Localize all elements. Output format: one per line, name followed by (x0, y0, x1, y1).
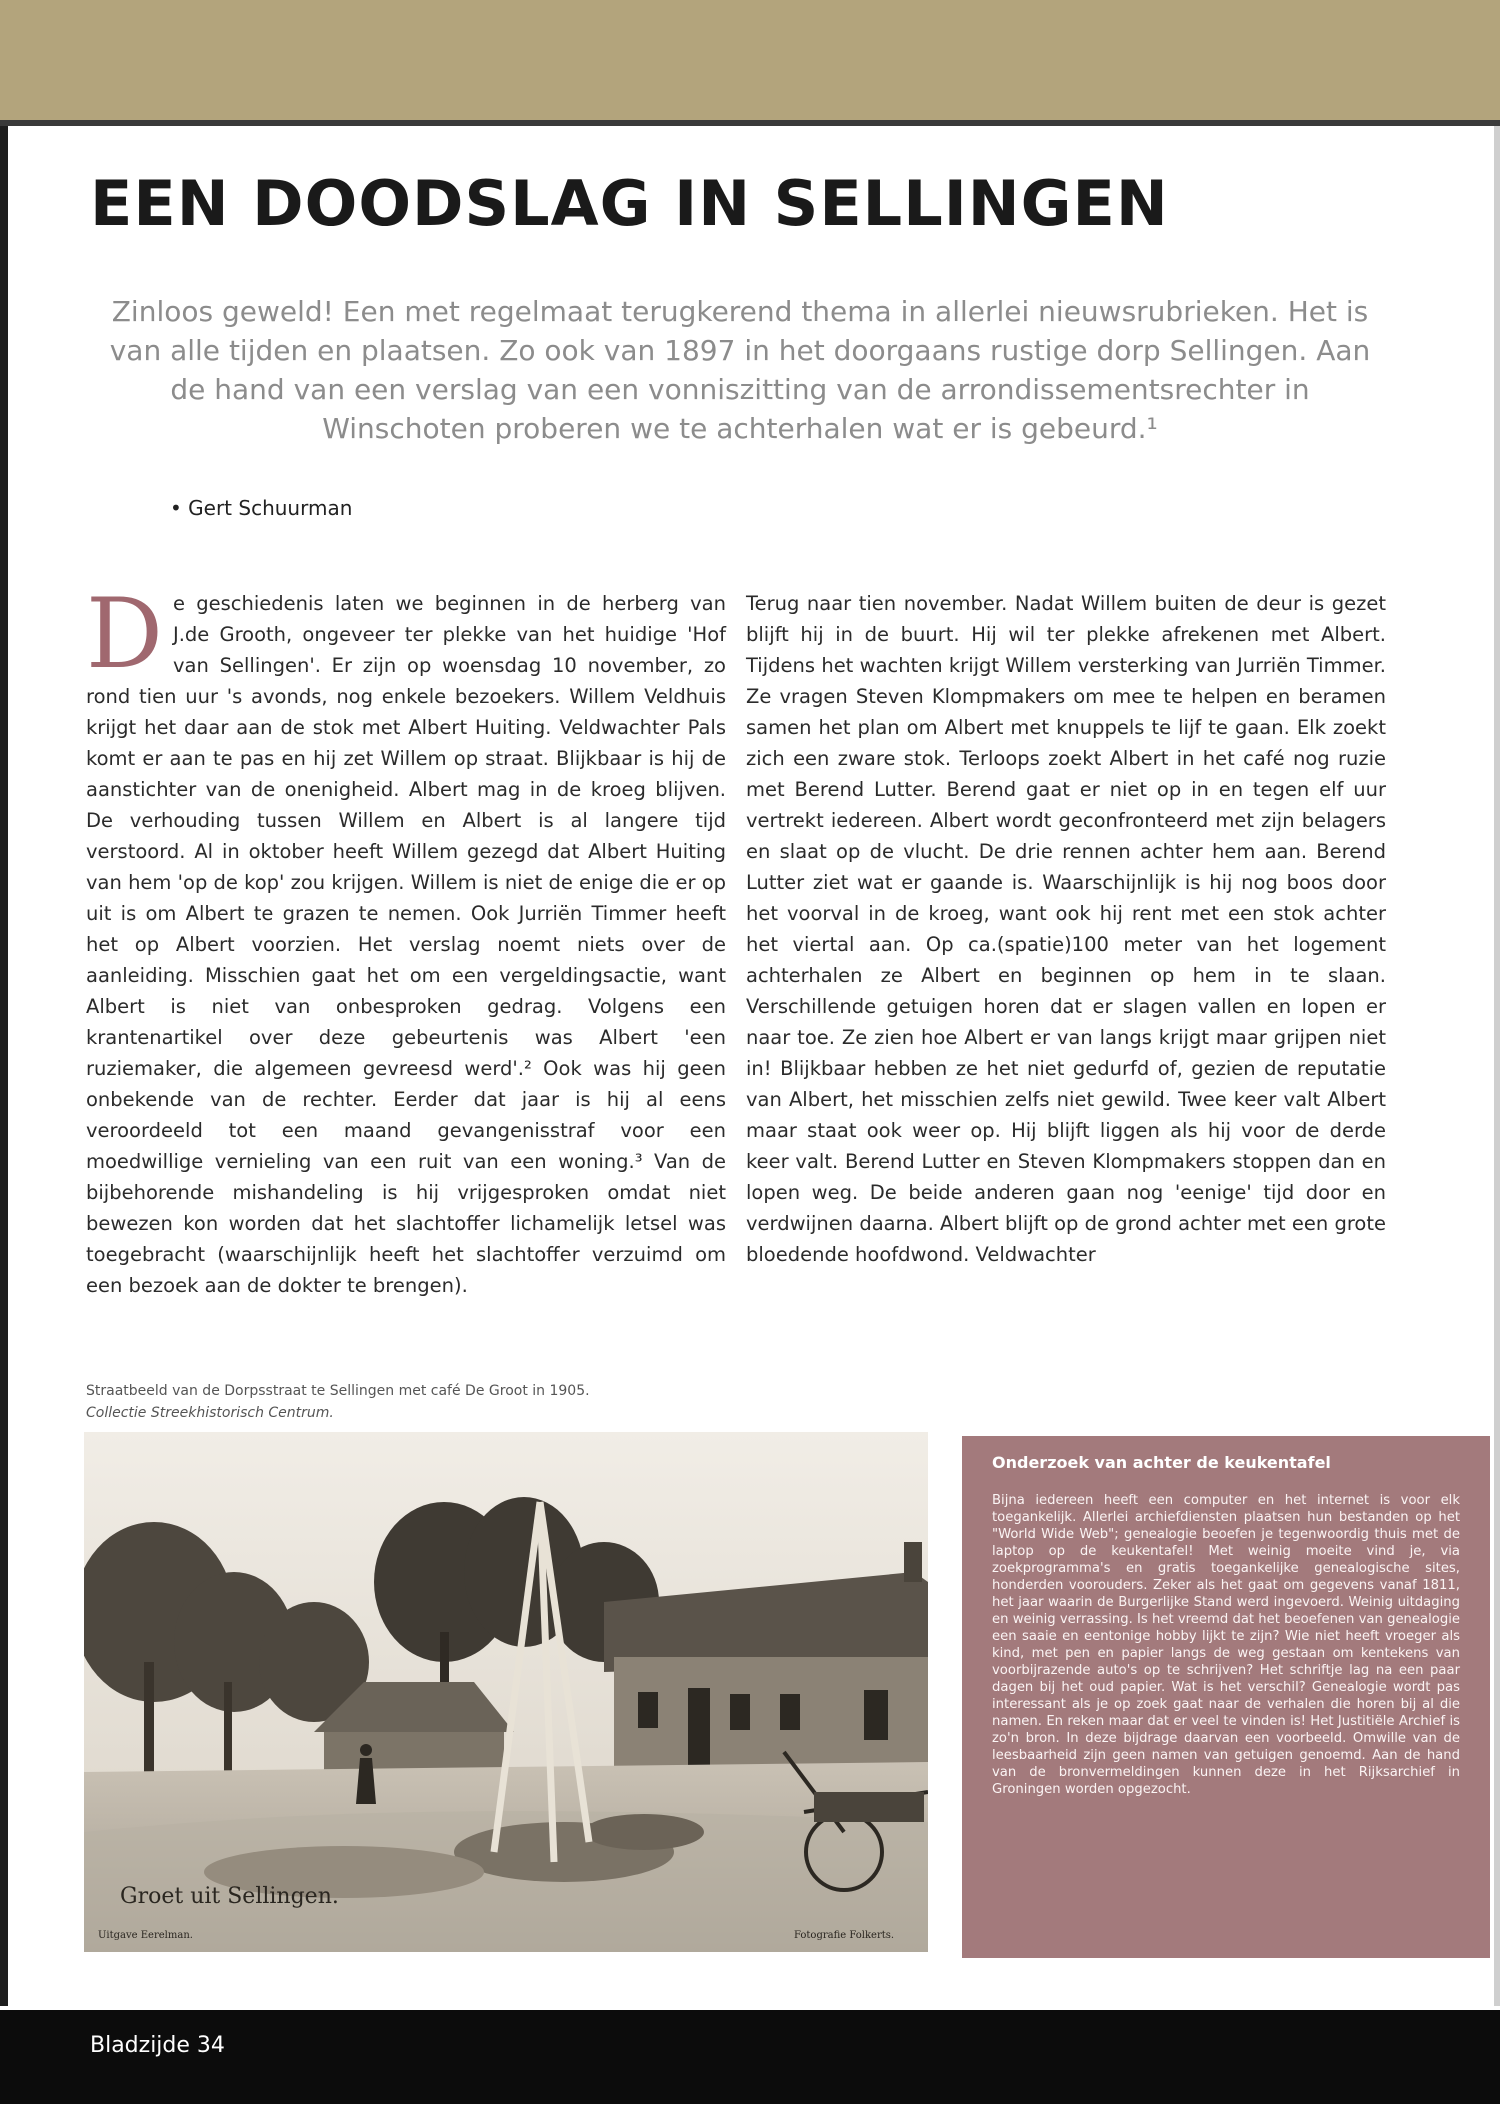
page-number: Bladzijde 34 (90, 2033, 225, 2058)
article-column-left (86, 578, 726, 1297)
photo-publisher-text: Uitgave Eerelman. (98, 1930, 193, 1941)
page-edge-left (0, 126, 8, 2006)
caption-line-2: Collectie Streekhistorisch Centrum. (86, 1405, 334, 1421)
historic-street-photo (84, 1432, 928, 1952)
article-author: • Gert Schuurman (170, 496, 353, 520)
drop-cap: D (86, 578, 163, 690)
header-band (0, 0, 1500, 120)
column-left-text: e geschiedenis laten we beginnen in de herberg van J.de Grooth, ongeveer ter plekke van het huidige 'Hof van Sellingen'. Er zijn op woensdag 10 november, zo rond tien uur 's avonds, nog enkele bezoekers. Willem Veldhuis krijgt het daar aan de stok met Albert Huiting. Veldwachter Pals komt er aan te pas en hij zet Willem op straat. Blijkbaar is hij de aanstichter van de onenigheid. Albert mag in de kroeg blijven. De verhouding tussen Willem en Albert is al langere tijd verstoord. Al in oktober heeft Willem gezegd dat Albert Huiting van hem 'op de kop' zou krijgen. Willem is niet de enige die er op uit is om Albert te grazen te nemen. Ook Jurriën Timmer heeft het op Albert voorzien. Het verslag noemt niets over de aanleiding. Misschien gaat het om een vergeldingsactie, want Albert is niet van onbesproken gedrag. Volgens een krantenartikel over deze gebeurtenis was Albert 'een ruziemaker, die algemeen gevreesd werd'.² Ook was hij geen onbekende van de rechter. Eerder dat jaar is hij al eens veroordeeld tot een maand gevangenisstraf voor een moedwillige vernieling van een ruit van een woning.³ Van de bijbehorende mishandeling is hij vrijgesproken omdat niet bewezen kon worden dat het slachtoffer lichamelijk letsel was toegebracht (waarschijnlijk heeft het slachtoffer verzuimd om een bezoek aan de dokter te brengen). (86, 592, 726, 1297)
sidebar-body: Bijna iedereen heeft een computer en het internet is voor elk toegankelijk. Allerlei archiefdiensten plaatsen hun bestanden op het "World Wide Web"; genealogie beoefen je tegenwoordig thuis met de laptop op de keukentafel! Met weinig moeite vind je, via zoekprogramma's en gratis toegankelijke genealogische sites, honderden voorouders. Zeker als het gaat om gegevens vanaf 1811, het jaar waarin de Burgerlijke Stand werd ingevoerd. Weinig uitdaging en weinig verrassing. Is het vreemd dat het beoefenen van genealogie een saaie en eentonige hobby lijkt te zijn? Wie niet heeft vroeger als kind, met pen en papier langs de weg gestaan om kentekens van voorbijrazende auto's op te schrijven? Het schriftje lag na een paar dagen bij het oud papier. Wat is het verschil? Genealogie wordt pas interessant als je op zoek gaat naar de verhalen die horen bij al die namen. En reken maar dat er veel te vinden is! Het Justitiële Archief is zo'n bron. In deze bijdrage daarvan een voorbeeld. Omwille van de leesbaarheid zijn geen namen van getuigen genoemd. Aan de hand van de bronvermeldingen kunnen deze in het Rijksarchief in Groningen worden opgezocht. (992, 1493, 1460, 1797)
street-scene-illustration (84, 1432, 928, 1952)
footer-bar (0, 2010, 1500, 2104)
sidebar-box (962, 1436, 1490, 1958)
photo-greeting-text: Groet uit Sellingen. (120, 1884, 339, 1909)
sidebar-title: Onderzoek van achter de keukentafel (992, 1453, 1331, 1472)
column-right-text: Terug naar tien november. Nadat Willem buiten de deur is gezet blijft hij in de buurt. Hij wil ter plekke afrekenen met Albert. Tijdens het wachten krijgt Willem versterking van Jurriën Timmer. Ze vragen Steven Klompmakers om mee te helpen en beramen samen het plan om Albert met knuppels te lijf te gaan. Elk zoekt zich een zware stok. Terloops zoekt Albert in het café nog ruzie met Berend Lutter. Berend gaat er niet op in en tegen elf uur vertrekt iedereen. Albert wordt geconfronteerd met zijn belagers en slaat op de vlucht. De drie rennen achter hem aan. Berend Lutter ziet wat er gaande is. Waarschijnlijk is hij nog boos door het voorval in de kroeg, want ook hij rent met een stok achter het viertal aan. Op ca.(spatie)100 meter van het logement achterhalen ze Albert en beginnen op hem in te slaan. Verschillende getuigen horen dat er slagen vallen en lopen er naar toe. Ze zien hoe Albert er van langs krijgt maar grijpen niet in! Blijkbaar hebben ze het niet gedurfd of, gezien de reputatie van Albert, het misschien zelfs niet gewild. Twee keer valt Albert maar staat ook weer op. Hij blijft liggen als hij voor de derde keer valt. Berend Lutter en Steven Klompmakers stoppen dan en lopen weg. De beide anderen gaan nog 'eenige' tijd door en verdwijnen daarna. Albert blijft op de grond achter met een grote bloedende hoofdwond. Veldwachter (746, 592, 1386, 1266)
article-column-right (746, 588, 1386, 1288)
header-divider (0, 120, 1500, 126)
photo-caption (86, 1380, 906, 1424)
page-edge-right (1494, 126, 1500, 2006)
photo-photographer-text: Fotografie Folkerts. (794, 1930, 895, 1941)
article-title: EEN DOODSLAG IN SELLINGEN (90, 167, 1169, 240)
caption-line-1: Straatbeeld van de Dorpsstraat te Sellingen met café De Groot in 1905. (86, 1383, 590, 1399)
article-intro: Zinloos geweld! Een met regelmaat terugkerend thema in allerlei nieuwsrubrieken. Het is van alle tijden en plaatsen. Zo ook van 1897 in het doorgaans rustige dorp Sellingen. Aan de hand van een verslag van een vonniszitting van de arrondissementsrechter in Winschoten proberen we te achterhalen wat er is gebeurd.¹ (109, 295, 1371, 445)
